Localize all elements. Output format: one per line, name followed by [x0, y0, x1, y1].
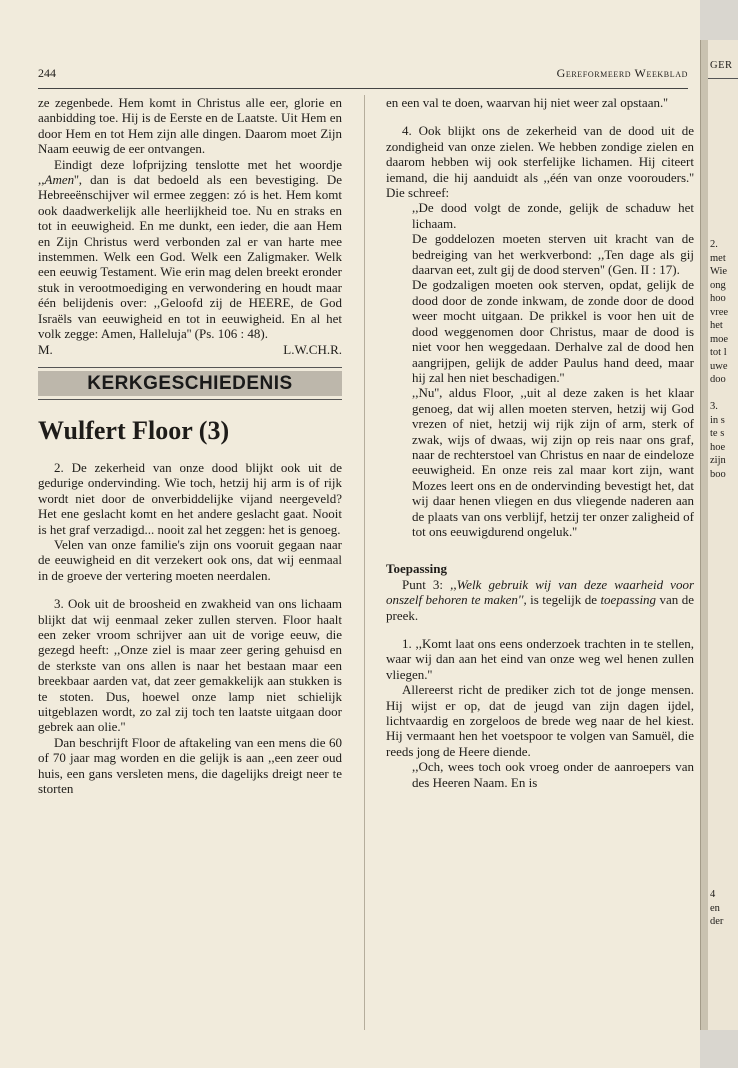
paragraph: Allereerst richt de prediker zich tot de jonge mensen. Hij wijst er op, dat de jeugd van zijn dagen ijdel, lichtvaardig en zorgeloos de brede weg naar de hel kiest. Hij vermaant hen het voetspoor te volgen van Samuël, die reeds jong de Heere diende. — [386, 682, 694, 759]
adjacent-page — [708, 40, 738, 1030]
adjacent-text-fragment: moe — [710, 333, 729, 345]
text-run: is tegelijk de — [526, 592, 601, 608]
section-rule — [38, 367, 342, 368]
text-run: Eindigt deze lofprijzing tenslotte met het woordje ,, — [38, 156, 342, 188]
paragraph: 1. ,,Komt laat ons eens onderzoek trachten in te stellen, waar wij dan aan het eind van onze weg wel henen zullen vliegen.'' — [386, 636, 694, 682]
paragraph: 3. Ook uit de broosheid en zwakheid van ons lichaam blijkt dat wij eenmaal zeker zullen sterven. Floor haalt een zeker vroom schrijver aan uit de vorige eeuw, die gezegd heeft: ,,Onze ziel is maar zeer gering gehuisd en de sterkste van ons allen is naar het bestaan maar een breekbaar aarden vat, dat zeer gemakkelijk aan stukken is te stoten. Dus, hoewel onze lamp niet schielijk uitgeblazen wordt, zo zal zij toch ten laatste uitgaan door gebrek aan olie.'' — [38, 596, 342, 735]
block-quote — [412, 759, 694, 790]
right-column — [386, 95, 694, 790]
adjacent-text-fragment: met — [710, 252, 726, 264]
subheading: Toepassing — [386, 561, 447, 577]
adjacent-text-fragment: hoe — [710, 441, 726, 453]
header-rule — [38, 88, 688, 89]
emphasis: ,,Welk gebruik wij van deze waarheid voor onszelf behoren te maken'', — [386, 576, 694, 608]
signature-author: L.W.CH.R. — [283, 341, 342, 357]
paragraph: en een val te doen, waarvan hij niet weer zal opstaan.'' — [386, 95, 668, 110]
paragraph: Velen van onze familie's zijn ons vooruit gegaan naar de eeuwigheid en dit verzekert ook ons, dat wij eenmaal in de groeve der vertering moeten neerdalen. — [38, 536, 342, 583]
section-rule — [38, 399, 342, 400]
text-run: '', dan is dat bedoeld als een bevestiging. De Hebreeënschijver wil ermee zeggen: zó is het. Hem komt ook daadwerkelijk alle heerlijkheid toe. Nu en straks en tot in eeuwigheid. En me dunkt, een ieder, die aan Hem en Zijn Christus werd verbonden zal er van harte mee instemmen. Welk een God. Welk een Zaligmaker. Welk een eeuwig Testament. Wie erin mag delen breekt eronder stuk in verootmoediging en verwondering en houdt maar één belijdenis over: ,,Geloofd zij de HEERE, de God Israëls van eeuwigheid en tot in eeuwigheid. En al het volk zegge: Amen, Halleluja'' (Ps. 106 : 48). — [38, 172, 342, 342]
quote-paragraph: De godzaligen moeten ook sterven, opdat, gelijk de dood door de zonde inkwam, de zonde door de dood weer mocht uitgaan. De prikkel is voor hen uit de dood weggenomen door Christus, maar de dood is niet voor hen weggedaan. Derhalve zal de dood hen aangrijpen, gelijk de adder Paulus hand deed, maar hij zal hen niet beschadigen.'' — [412, 277, 694, 385]
running-header — [38, 66, 688, 86]
adjacent-text-block — [710, 400, 726, 481]
article-title: Wulfert Floor (3) — [38, 415, 230, 445]
block-quote — [412, 200, 694, 539]
left-column — [38, 95, 342, 796]
adjacent-text-fragment: vree — [710, 306, 729, 318]
adjacent-text-block — [710, 888, 723, 929]
paragraph: ze zegenbede. Hem komt in Christus alle eer, glorie en aanbidding toe. Hij is de Eerste en de Laatste. Uit Hem en door Hem en tot Hem zijn alle dingen. Daarom moet Zijn Naam eeuwig de eer ontvangen. — [38, 95, 342, 157]
adjacent-text-fragment: 2. — [710, 239, 718, 250]
adjacent-text-fragment: in s — [710, 414, 725, 426]
adjacent-text-fragment: te s — [710, 428, 725, 439]
paragraph — [386, 577, 694, 623]
adjacent-text-fragment: doo — [710, 374, 726, 385]
adjacent-text-fragment: der — [710, 916, 724, 927]
journal-name: Gereformeerd Weekblad — [556, 66, 688, 80]
adjacent-text-fragment: zijn — [710, 455, 726, 466]
quote-paragraph: ,,Nu'', aldus Floor, ,,uit al deze zaken is het klaar genoeg, dat wij allen moeten sterven, hetzij wij God vrezen of niet, hetzij wij rijk zijn of arm, sterk of zwak, wijs of dwaas, wij zijn op reis naar ons graf, naar de rechterstoel van Christus en naar de eindeloze eeuwigheid. En onze reis zal maar kort zijn, want Mozes leert ons en de ondervinding bevestigt het, dat wij daar henen vliegen en dus vliegende naderen aan de plaats van ons verblijf, hetzij ter onzer zaligheid of tot ons eeuwigdurend ongeluk.'' — [412, 385, 694, 539]
paragraph: 2. De zekerheid van onze dood blijkt ook uit de gedurige ondervinding. Wie toch, hetzij hij arm is of rijk wordt niet door de onverbiddelijke vijand neergeveld? Het ene geslacht komt en het andere geslacht gaat. Nooit is het graf verzadigd... nooit zal het zeggen: het is genoeg. — [38, 459, 342, 537]
page-number: 244 — [38, 66, 56, 80]
text-run: van de preek. — [386, 592, 694, 623]
adjacent-text-block — [710, 238, 728, 387]
adjacent-text-fragment: het — [710, 320, 723, 331]
adjacent-text-fragment: hoo — [710, 293, 726, 304]
quote-paragraph: ,,Och, wees toch ook vroeg onder de aanroepers van des Heeren Naam. En is — [412, 759, 694, 790]
adjacent-text-fragment: 3. — [710, 401, 718, 412]
quote-paragraph: De goddelozen moeten sterven uit kracht van de bedreiging van het werkverbond: ,,Ten dage als gij daarvan eet, zult gij de dood sterven'' (Gen. II : 17). — [412, 231, 694, 278]
paragraph — [38, 157, 342, 342]
adjacent-text-fragment: boo — [710, 468, 726, 480]
column-divider — [364, 95, 365, 1030]
paragraph: Dan beschrijft Floor de aftakeling van een mens die 60 of 70 jaar mag worden en die gelijk is aan ,,een zeer oud huis, een gans versleten mens, die dagelijks dreigt neer te storten — [38, 734, 342, 797]
text-run: Punt 3: — [402, 576, 451, 592]
adjacent-text-fragment: Wie — [710, 266, 728, 277]
quote-paragraph: ,,De dood volgt de zonde, gelijk de schaduw het lichaam. — [412, 200, 694, 231]
emphasis: toepassing — [600, 592, 657, 608]
signature-initial: M. — [38, 341, 53, 357]
adjacent-text-fragment: 4 — [710, 889, 716, 900]
section-heading: KERKGESCHIEDENIS — [38, 371, 342, 396]
adjacent-page-header: GER — [710, 60, 733, 71]
adjacent-text-fragment: tot l — [710, 347, 727, 358]
adjacent-text-fragment: uwe — [710, 360, 728, 372]
paragraph: 4. Ook blijkt ons de zekerheid van de dood uit de zondigheid van onze zielen. We hebben zondige zielen en daarom hebben wij ook sterfelijke lichamen. Hij citeert iemand, die hij aanduidt als ,,één van onze voorouders.'' Die schreef: — [386, 123, 694, 201]
adjacent-page-rule — [708, 78, 738, 79]
signature-row — [38, 342, 342, 357]
adjacent-text-fragment: ong — [710, 279, 726, 291]
emphasis: Amen — [44, 172, 75, 188]
adjacent-text-fragment: en — [710, 902, 720, 914]
